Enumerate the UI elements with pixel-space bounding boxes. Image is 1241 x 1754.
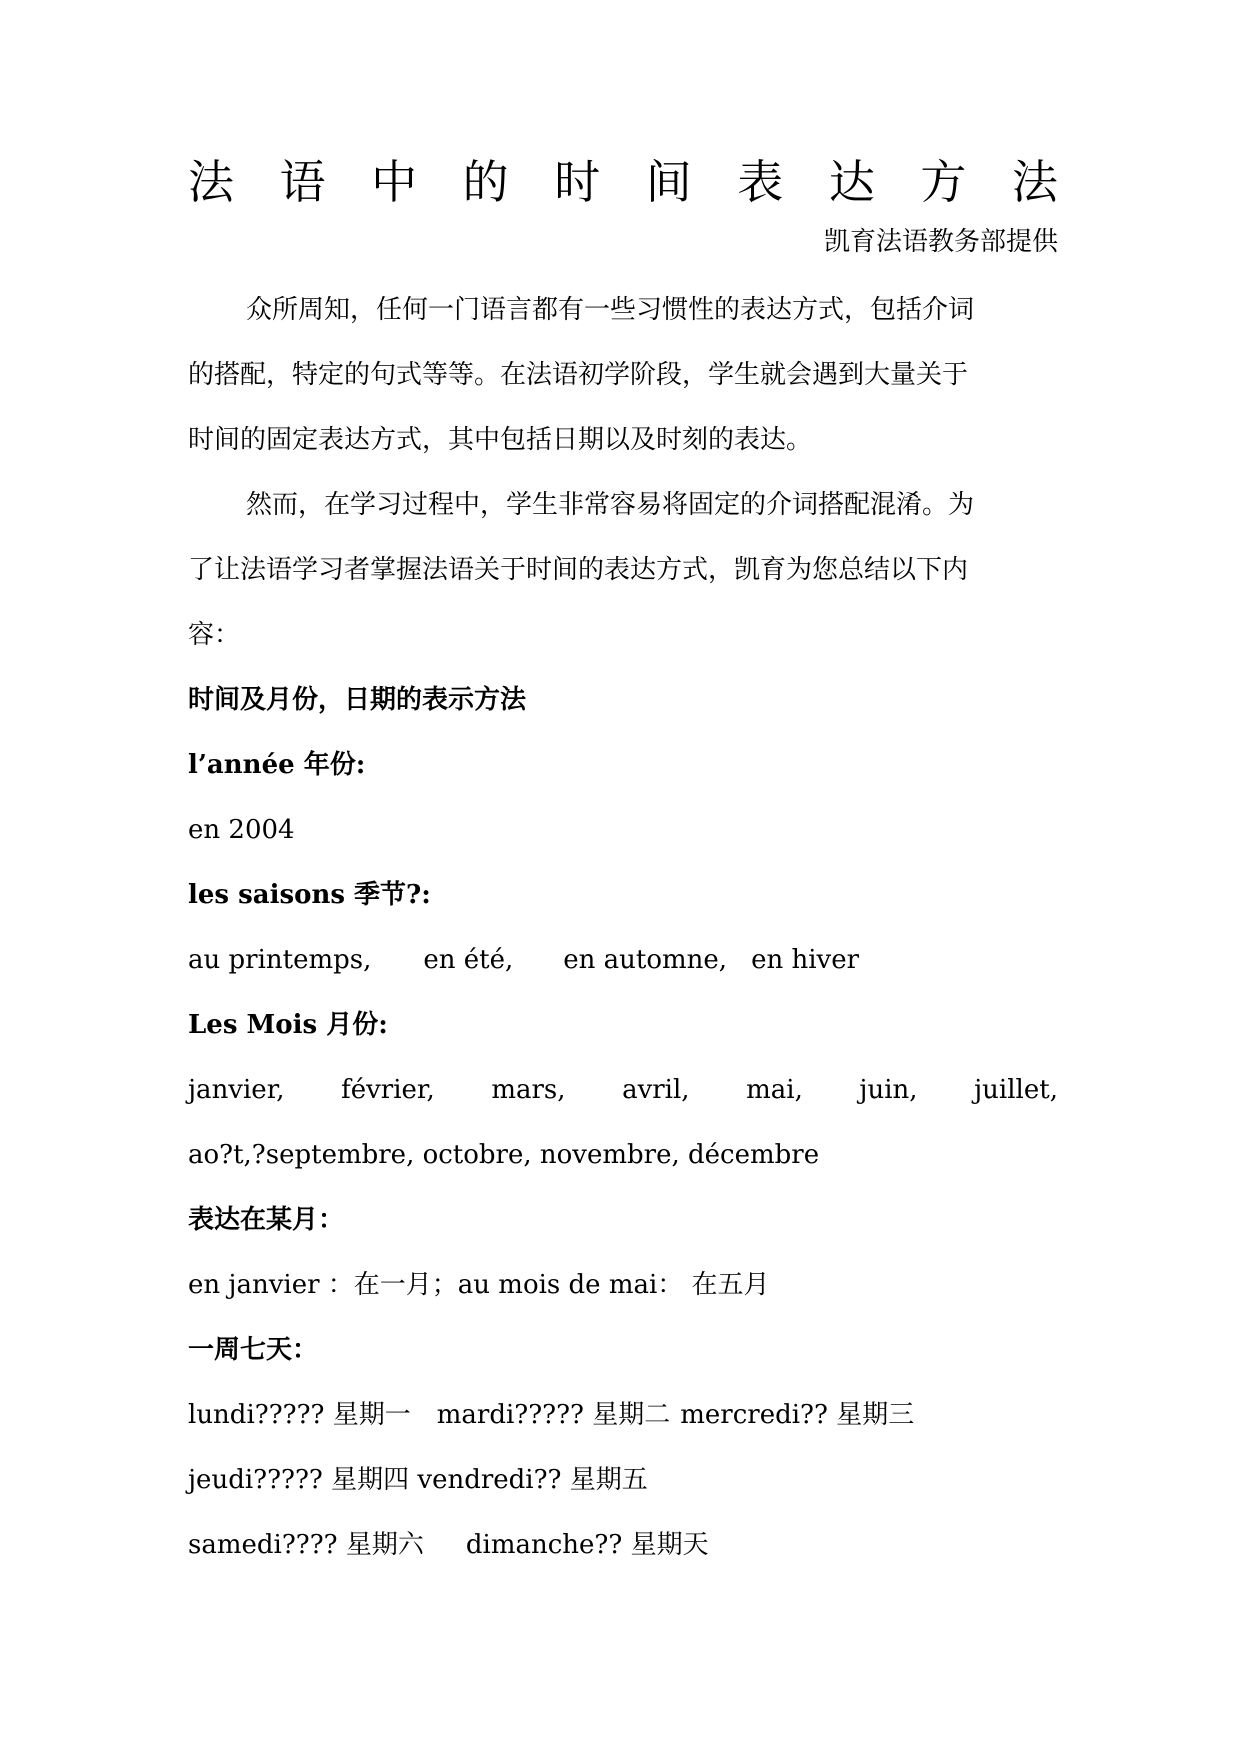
title-char: 法 (1011, 155, 1058, 209)
title-char: 表 (737, 155, 784, 209)
months-row: ao?t,?septembre, octobre, novembre, décembre (188, 1140, 820, 1170)
month-item: avril, (622, 1075, 690, 1105)
weekday-item: mardi????? 星期二 (436, 1400, 671, 1430)
month-item: mars, (491, 1075, 566, 1105)
season-item: en hiver (751, 945, 860, 975)
intro-line: 时间的固定表达方式，其中包括日期以及时刻的表达。 (188, 425, 813, 455)
month-item: juin, (859, 1075, 918, 1105)
intro-line: 然而，在学习过程中，学生非常容易将固定的介词搭配混淆。为 (246, 490, 975, 520)
title-char: 时 (554, 155, 601, 209)
intro-line: 容： (188, 620, 241, 650)
season-item: en automne, (563, 945, 728, 975)
weekday-item: lundi????? 星期一 (188, 1400, 411, 1430)
page-title (188, 152, 1058, 212)
season-item: en été, (423, 945, 514, 975)
month-item: juillet, (974, 1075, 1058, 1105)
season-item: au printemps, (188, 945, 372, 975)
seasons-heading: les saisons 季节?: (188, 880, 431, 910)
intro-line: 的搭配，特定的句式等等。在法语初学阶段，学生就会遇到大量关于 (188, 360, 969, 390)
week-line: jeudi????? 星期四 vendredi?? 星期五 (188, 1465, 648, 1495)
intro-line: 众所周知，任何一门语言都有一些习惯性的表达方式，包括介词 (246, 295, 975, 325)
week-line (188, 1525, 1058, 1565)
credit-line: 凯育法语教务部提供 (823, 227, 1058, 257)
weekday-item: samedi???? 星期六 (188, 1530, 424, 1560)
title-char: 中 (371, 155, 418, 209)
seasons-list (188, 940, 1058, 980)
in-month-example: en janvier ：在一月；au mois de mai： 在五月 (188, 1270, 770, 1300)
title-char: 达 (828, 155, 875, 209)
month-item: janvier, (188, 1075, 285, 1105)
intro-line: 了让法语学习者掌握法语关于时间的表达方式，凯育为您总结以下内 (188, 555, 969, 585)
month-item: mai, (746, 1075, 803, 1105)
in-month-heading: 表达在某月： (188, 1205, 345, 1235)
year-heading: l’année 年份: (188, 750, 366, 780)
week-line (188, 1395, 1058, 1435)
title-char: 间 (645, 155, 692, 209)
months-row (188, 1070, 1058, 1110)
section-heading: 时间及月份，日期的表示方法 (188, 685, 527, 715)
months-heading: Les Mois 月份: (188, 1010, 388, 1040)
title-char: 的 (462, 155, 509, 209)
week-heading: 一周七天： (188, 1335, 319, 1365)
month-item: février, (341, 1075, 435, 1105)
title-char: 法 (188, 155, 234, 209)
title-char: 方 (920, 155, 967, 209)
weekday-item: dimanche?? 星期天 (465, 1530, 709, 1560)
title-char: 语 (279, 155, 326, 209)
year-example: en 2004 (188, 815, 295, 845)
weekday-item: mercredi?? 星期三 (680, 1400, 915, 1430)
